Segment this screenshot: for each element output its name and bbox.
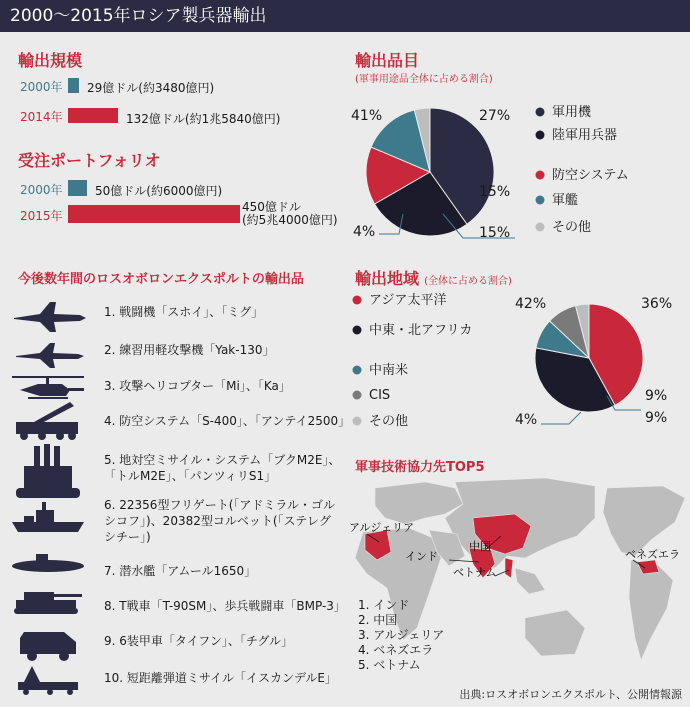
- pie-value-label: 41%: [351, 108, 383, 124]
- portfolio-value-2015: 450億ドル: [242, 200, 301, 214]
- south-america-landmass: [629, 560, 673, 660]
- fighter-jet-icon: [14, 302, 86, 332]
- partner-rank-3: 3. アルジェリア: [358, 628, 445, 642]
- export-year-2000: 2000年: [20, 80, 63, 94]
- legend-label: 中南米: [369, 363, 409, 378]
- future-product-item: [104, 452, 340, 484]
- legend-swatch: [353, 326, 362, 335]
- north-america-landmass: [603, 486, 685, 556]
- portfolio-year-2015: 2015年: [20, 209, 63, 223]
- future-product-line: 7. 潜水艦「アムール1650」: [104, 564, 257, 578]
- export-year-2014: 2014年: [20, 110, 63, 124]
- partner-rank-2: 2. 中国: [358, 613, 398, 627]
- pie-value-label: 9%: [645, 410, 668, 426]
- legend-label: 軍艦: [552, 193, 579, 208]
- page-title: 2000〜2015年ロシア製兵器輸出: [0, 0, 690, 32]
- future-product-item: [104, 598, 346, 614]
- pie-value-label: 15%: [479, 184, 511, 200]
- export-items-pie-chart: [345, 84, 690, 254]
- export-region-title: 輸出地域: [355, 269, 420, 288]
- export-scale-title: 輸出規模: [18, 51, 83, 70]
- legend-label: 陸軍用兵器: [552, 128, 618, 143]
- tank-icon: [14, 592, 82, 614]
- partner-rank-4: 4. ベネズエラ: [358, 643, 434, 657]
- export-bar-2000: [68, 78, 79, 93]
- air-defense-icon: [16, 402, 78, 440]
- map-label-venezuela: ベネズエラ: [625, 548, 680, 561]
- legend-swatch: [353, 296, 362, 305]
- legend-swatch: [353, 391, 362, 400]
- future-product-line: シコフ」)、20382型コルベット(「ステレグ: [104, 514, 331, 528]
- map-label-china: 中国: [469, 540, 491, 553]
- export-region-pie-chart: [345, 284, 690, 434]
- future-product-line: 10. 短距離弾道ミサイル「イスカンデルE」: [104, 671, 337, 685]
- legend-label: 防空システム: [552, 168, 629, 183]
- legend-swatch: [536, 223, 545, 232]
- future-product-line: 「トルM2E」、「パンツィリS1」: [104, 469, 277, 483]
- future-product-item: [104, 670, 337, 686]
- future-product-item: [104, 497, 335, 545]
- partners-title: 軍事技術協力先TOP5: [355, 460, 485, 475]
- frigate-icon: [12, 502, 84, 532]
- future-product-item: [104, 304, 263, 320]
- map-label-india: インド: [405, 550, 438, 563]
- weapon-icons: [10, 296, 90, 696]
- trainer-jet-icon: [16, 343, 84, 368]
- pie-value-label: 36%: [641, 296, 673, 312]
- armored-car-icon: [20, 632, 76, 661]
- portfolio-title: 受注ポートフォリオ: [18, 151, 161, 170]
- ballistic-missile-icon: [18, 666, 78, 695]
- partner-rank-1: 1. インド: [358, 598, 410, 612]
- future-product-item: [104, 342, 274, 358]
- future-product-line: 3. 攻撃ヘリコプター「Mi」、「Ka」: [104, 379, 291, 393]
- export-items-subtitle: (軍事用途品全体に占める割合): [355, 74, 493, 85]
- pie-value-label: 27%: [479, 108, 511, 124]
- portfolio-bar-2000: [68, 180, 87, 196]
- export-region-subtitle: (全体に占める割合): [424, 276, 512, 287]
- legend-swatch: [536, 196, 545, 205]
- export-items-title: 輸出品目: [355, 51, 420, 70]
- submarine-icon: [12, 554, 84, 572]
- future-product-line: 5. 地対空ミサイル・システム「ブクM2E」、: [104, 453, 341, 467]
- future-product-item: [104, 563, 256, 579]
- pie-value-label: 4%: [515, 412, 538, 428]
- future-product-line: 9. 6装甲車「タイフン」、「チグル」: [104, 634, 293, 648]
- sam-launcher-icon: [16, 444, 80, 498]
- legend-swatch: [536, 171, 545, 180]
- future-product-line: 8. T戦車「T-90SM」、歩兵戦闘車「BMP-3」: [104, 599, 346, 613]
- legend-swatch: [353, 417, 362, 426]
- future-product-line: 2. 練習用軽攻撃機「Yak-130」: [104, 343, 275, 357]
- future-product-line: 4. 防空システム「S-400」、「アンテイ2500」: [104, 414, 351, 428]
- future-products-title: 今後数年間のロスオボロンエクスポルトの輸出品: [18, 272, 304, 287]
- legend-label: その他: [552, 220, 592, 235]
- map-label-vietnam: ベトナム: [453, 566, 497, 579]
- vietnam-shape: [505, 558, 513, 578]
- export-value-2014: 132億ドル(約1兆5840億円): [126, 112, 281, 126]
- future-product-item: [104, 633, 293, 649]
- legend-swatch: [536, 108, 545, 117]
- portfolio-year-2000: 2000年: [20, 183, 63, 197]
- legend-label: 軍用機: [552, 105, 592, 120]
- map-label-algeria: アルジェリア: [349, 521, 415, 534]
- export-value-2000: 29億ドル(約3480億円): [87, 81, 215, 95]
- pie-value-label: 42%: [515, 296, 547, 312]
- legend-label: アジア太平洋: [369, 293, 447, 308]
- partner-rank-5: 5. ベトナム: [358, 658, 421, 672]
- future-product-line: 6. 22356型フリゲート(「アドミラル・ゴル: [104, 498, 336, 512]
- portfolio-value-2015-yen: (約5兆4000億円): [242, 213, 338, 227]
- southeast-asia-landmass: [515, 568, 545, 594]
- future-product-item: [104, 378, 291, 394]
- legend-swatch: [536, 131, 545, 140]
- export-bar-2014: [68, 108, 118, 123]
- future-product-item: [104, 413, 350, 429]
- legend-label: 中東・北アフリカ: [369, 323, 473, 338]
- source-note: 出典:ロスオボロンエクスポルト、公開情報源: [459, 688, 682, 701]
- legend-label: CIS: [369, 388, 391, 403]
- helicopter-icon: [12, 376, 84, 399]
- legend-label: その他: [369, 414, 409, 429]
- pie-callout-line: [541, 412, 581, 424]
- pie-value-label: 4%: [353, 224, 376, 240]
- australia-landmass: [525, 610, 585, 656]
- portfolio-value-2000: 50億ドル(約6000億円): [95, 184, 223, 198]
- pie-value-label: 9%: [645, 388, 668, 404]
- future-product-line: 1. 戦闘機「スホイ」、「ミグ」: [104, 305, 264, 319]
- portfolio-bar-2015: [68, 205, 240, 223]
- partners-ranking-list: [358, 598, 444, 673]
- pie-value-label: 15%: [479, 225, 511, 241]
- future-product-line: シチー」): [104, 530, 151, 544]
- legend-swatch: [353, 366, 362, 375]
